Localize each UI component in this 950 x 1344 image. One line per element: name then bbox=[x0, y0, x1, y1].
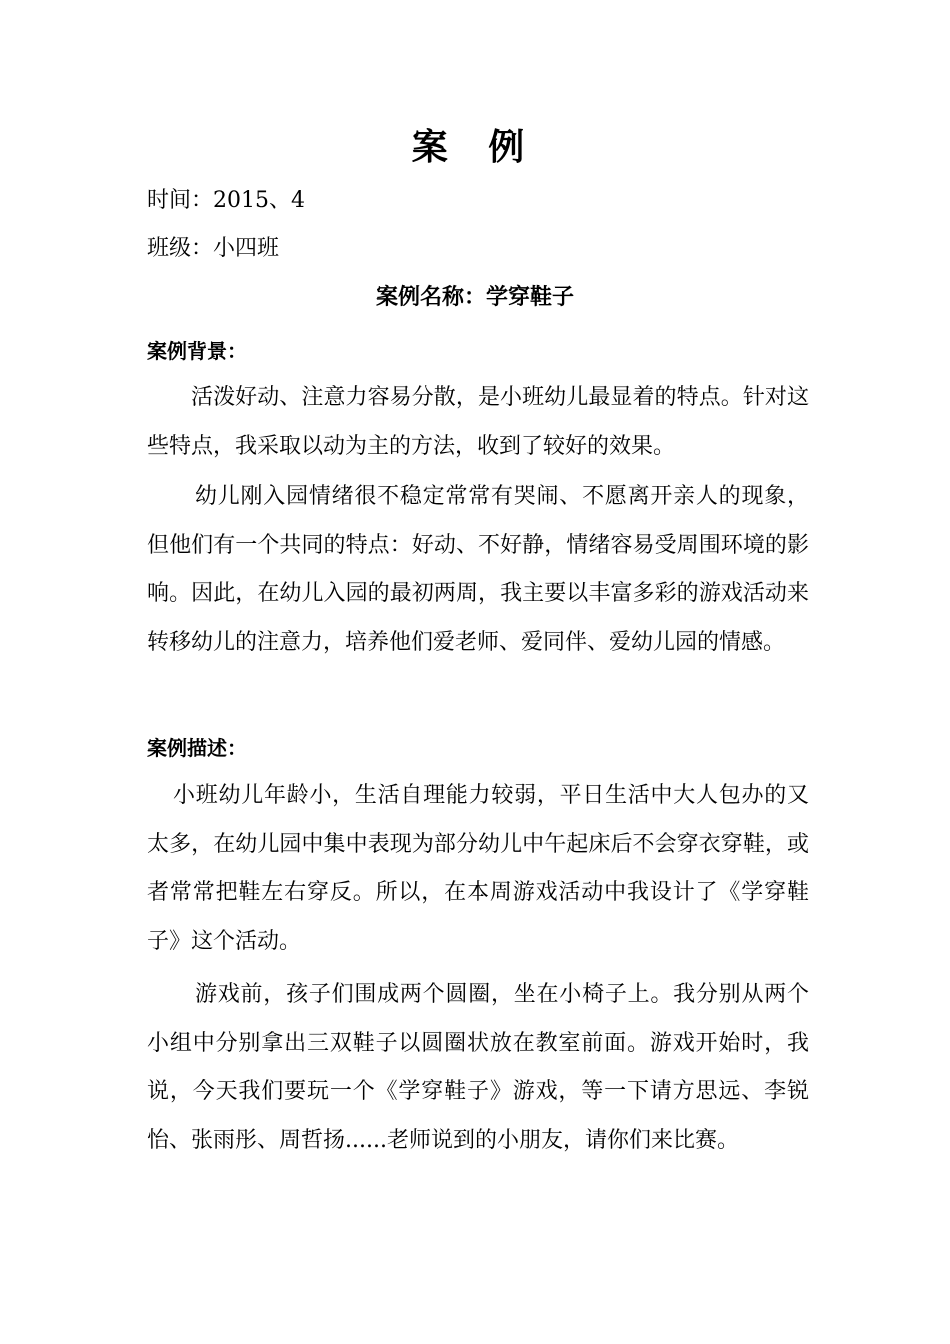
document-title: 案 例 bbox=[411, 127, 539, 168]
time-line: 时间：2015、4 bbox=[147, 188, 305, 213]
case-name: 案例名称：学穿鞋子 bbox=[375, 285, 574, 310]
description-paragraph-1: 小班幼儿年龄小，生活自理能力较弱，平日生活中大人包办的又太多，在幼儿园中集中表现为部分幼儿中午起床后不会穿衣穿鞋，或者常常把鞋左右穿反。所以，在本周游戏活动中我设计了《学穿鞋子》这个活动。 bbox=[147, 783, 809, 954]
section-heading-background: 案例背景： bbox=[147, 339, 247, 363]
class-line: 班级：小四班 bbox=[147, 236, 280, 261]
description-paragraph-2: 游戏前，孩子们围成两个圆圈，坐在小椅子上。我分别从两个小组中分别拿出三双鞋子以圆圈状放在教室前面。游戏开始时，我说，今天我们要玩一个《学穿鞋子》游戏，等一下请方思远、李锐怡、张雨彤、周哲扬......老师说到的小朋友，请你们来比赛。 bbox=[147, 982, 809, 1153]
background-paragraph-2: 幼儿刚入园情绪很不稳定常常有哭闹、不愿离开亲人的现象，但他们有一个共同的特点：好动、不好静，情绪容易受周围环境的影响。因此，在幼儿入园的最初两周，我主要以丰富多彩的游戏活动来转移幼儿的注意力，培养他们爱老师、爱同伴、爱幼儿园的情感。 bbox=[147, 484, 809, 655]
background-paragraph-1: 活泼好动、注意力容易分散，是小班幼儿最显着的特点。针对这些特点，我采取以动为主的方法，收到了较好的效果。 bbox=[147, 385, 809, 459]
section-heading-description: 案例描述： bbox=[147, 736, 247, 760]
